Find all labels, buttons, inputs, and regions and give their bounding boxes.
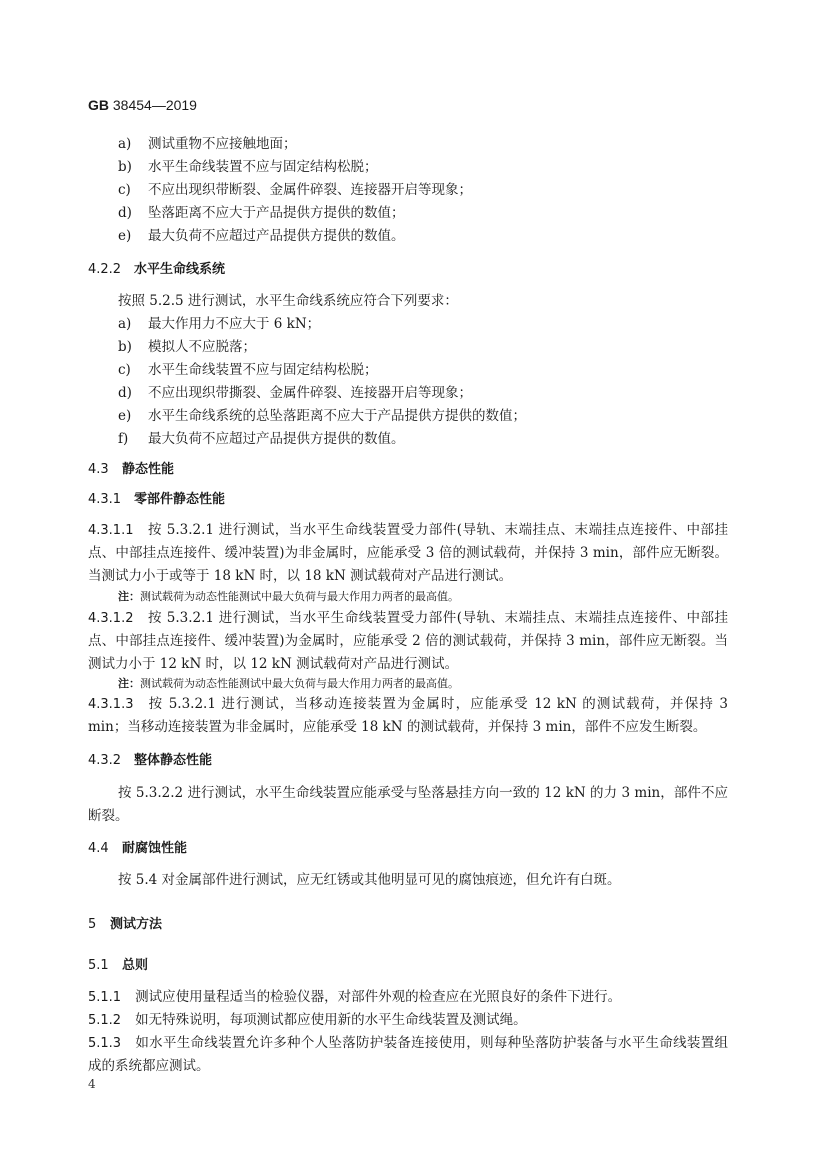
standard-prefix: GB — [88, 97, 109, 113]
clause-5-1-3: 5.1.3 如水平生命线装置允许多种个人坠落防护装备连接使用，则每种坠落防护装备与水平生命线装置组成的系统都应测试。 — [88, 1035, 728, 1074]
standard-code — [88, 97, 197, 113]
clause-5-1-1: 5.1.1 测试应使用量程适当的检验仪器，对部件外观的检查应在光照良好的条件下进行。 — [88, 989, 622, 1005]
note: 注：测试载荷为动态性能测试中最大负荷与最大作用力两者的最高值。 — [118, 590, 459, 603]
document-page: GB 38454—2019 a) 测试重物不应接触地面； b) 水平生命线装置不应与固定结构松脱； c) 不应出现织带断裂、金属件碎裂、连接器开启等现象； d) 坠落距离不应大于产品提供方提供的数值； e) 最大负荷不应超过产品提供方提供的数值。 4.2.2 水平生命线系统 按照 5.2.5 进行测试，水平生命线系统应符合下列要求： a) 最大作用力不应大于 6 kN； b) 模拟人不应脱落； c) 水平生命线装置不应与固定结构松脱； d) 不应出现织带撕裂、金属件碎裂、连接器开启等现象； e) 水平生命线系统的总坠落距离不应大于产品提供方提供的数值； f) 最大负荷不应超过产品提供方提供的数值。 4.3 静态性能 4.3.1 零部件静态性能 4.3.1.1 按 5.3.2.1 进行测试，当水平生命线装置受力部件(导轨、末端挂点、末端挂点连接件、中部挂点、中部挂点连接件、缓冲装置)为非金属时，应能承受 3 倍的测试载荷，并保持 3 min，部件应无断裂。当测试力小于或等于 18 kN 时，以 18 kN 测试载荷对产品进行测试。 注：测试载荷为动态性能测试中最大负荷与最大作用力两者的最高值。 4.3.1.2 按 5.3.2.1 进行测试，当水平生命线装置受力部件(导轨、末端挂点、末端挂点连接件、中部挂点、中部挂点连接件、缓冲装置)为金属时，应能承受 2 倍的测试载荷，并保持 3 min，部件应无断裂。当测试力小于 12 kN 时，以 12 kN 测试载荷对产品进行测试。 注：测试载荷为动态性能测试中最大负荷与最大作用力两者的最高值。 4.3.1.3 按 5.3.2.1 进行测试，当移动连接装置为金属时，应能承受 12 kN 的测试载荷，并保持 3 min；当移动连接装置为非金属时，应能承受 18 kN 的测试载荷，并保持 3 min，部件不应发生断裂。 4.3.2 整体静态性能 按 5.3.2.2 进行测试，水平生命线装置应能承受与坠落悬挂方向一致的 12 kN 的力 3 min，部件不应断裂。 4.4 耐腐蚀性能 按 5.4 对金属部件进行测试，应无红锈或其他明显可见的腐蚀痕迹，但允许有白斑。 5 测试方法 5.1 总则 5.1.1 测试应使用量程适当的检验仪器，对部件外观的检查应在光照良好的条件下进行。 5.1.2 如无特殊说明，每项测试都应使用新的水平生命线装置及测试绳。 5.1.3 如水平生命线装置允许多种个人坠落防护装备连接使用，则每种坠落防护装备与水平生命线装置组成的系统都应测试。 4 — [88, 97, 728, 1091]
clause-5-1-2: 5.1.2 如无特殊说明，每项测试都应使用新的水平生命线装置及测试绳。 — [88, 1012, 527, 1028]
clause-4-3-2-text: 按 5.3.2.2 进行测试，水平生命线装置应能承受与坠落悬挂方向一致的 12 kN 的力 3 min，部件不应断裂。 — [88, 785, 728, 824]
clause-4-3-1-2: 4.3.1.2 按 5.3.2.1 进行测试，当水平生命线装置受力部件(导轨、末端挂点、末端挂点连接件、中部挂点、中部挂点连接件、缓冲装置)为金属时，应能承受 2 倍的测试载荷，并保持 3 min，部件应无断裂。当测试力小于 12 kN 时，以 12 kN 测试载荷对产品进行测试。 — [88, 610, 728, 672]
clause-4-3-1-3: 4.3.1.3 按 5.3.2.1 进行测试，当移动连接装置为金属时，应能承受 12 kN 的测试载荷，并保持 3 min；当移动连接装置为非金属时，应能承受 18 kN 的测试载荷，并保持 3 min，部件不应发生断裂。 — [88, 696, 728, 735]
note: 注：测试载荷为动态性能测试中最大负荷与最大作用力两者的最高值。 — [118, 677, 459, 690]
clause-4-3-1-1: 4.3.1.1 按 5.3.2.1 进行测试，当水平生命线装置受力部件(导轨、末端挂点、末端挂点连接件、中部挂点、中部挂点连接件、缓冲装置)为非金属时，应能承受 3 倍的测试载荷，并保持 3 min，部件应无断裂。当测试力小于或等于 18 kN 时，以 18 kN 测试载荷对产品进行测试。 — [88, 522, 728, 584]
standard-number: 38454—2019 — [112, 97, 197, 113]
page-number: 4 — [88, 1077, 96, 1091]
clause-4-4-text: 按 5.4 对金属部件进行测试，应无红锈或其他明显可见的腐蚀痕迹，但允许有白斑。 — [118, 872, 621, 888]
section-intro: 按照 5.2.5 进行测试，水平生命线系统应符合下列要求： — [118, 293, 458, 309]
